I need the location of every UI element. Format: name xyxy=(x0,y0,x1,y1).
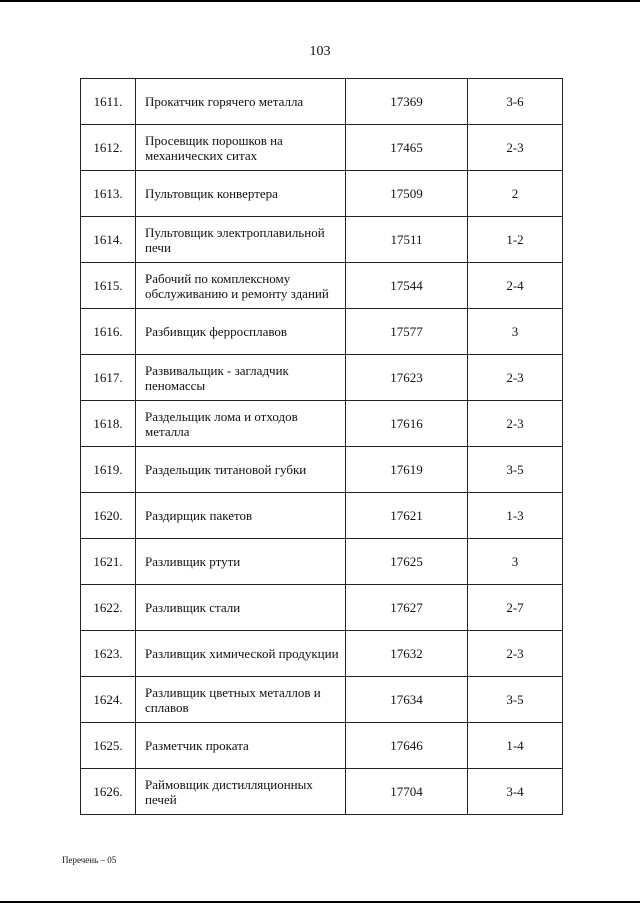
grade-range: 2-3 xyxy=(468,631,563,677)
profession-name: Раздельщик лома и отходов металла xyxy=(136,401,346,447)
profession-name: Разбивщик ферросплавов xyxy=(136,309,346,355)
table-row xyxy=(81,263,563,309)
table-row xyxy=(81,79,563,125)
table-row xyxy=(81,217,563,263)
profession-code: 17646 xyxy=(346,723,468,769)
row-number: 1617. xyxy=(81,355,136,401)
grade-range: 2-7 xyxy=(468,585,563,631)
profession-name: Развивальщик - загладчик пеномассы xyxy=(136,355,346,401)
professions-table xyxy=(80,78,563,815)
grade-range: 1-3 xyxy=(468,493,563,539)
grade-range: 2-3 xyxy=(468,355,563,401)
table-row xyxy=(81,355,563,401)
row-number: 1612. xyxy=(81,125,136,171)
grade-range: 2 xyxy=(468,171,563,217)
profession-code: 17511 xyxy=(346,217,468,263)
grade-range: 3 xyxy=(468,539,563,585)
profession-code: 17619 xyxy=(346,447,468,493)
profession-code: 17634 xyxy=(346,677,468,723)
row-number: 1625. xyxy=(81,723,136,769)
row-number: 1626. xyxy=(81,769,136,815)
row-number: 1614. xyxy=(81,217,136,263)
table-row xyxy=(81,125,563,171)
profession-code: 17625 xyxy=(346,539,468,585)
grade-range: 1-4 xyxy=(468,723,563,769)
table-row xyxy=(81,309,563,355)
profession-code: 17509 xyxy=(346,171,468,217)
table-row xyxy=(81,493,563,539)
profession-name: Рабочий по комплексному обслуживанию и ремонту зданий xyxy=(136,263,346,309)
row-number: 1618. xyxy=(81,401,136,447)
row-number: 1619. xyxy=(81,447,136,493)
table-row xyxy=(81,585,563,631)
table-row xyxy=(81,631,563,677)
row-number: 1623. xyxy=(81,631,136,677)
row-number: 1622. xyxy=(81,585,136,631)
grade-range: 1-2 xyxy=(468,217,563,263)
row-number: 1615. xyxy=(81,263,136,309)
bottom-scan-border xyxy=(0,901,640,903)
profession-code: 17623 xyxy=(346,355,468,401)
row-number: 1624. xyxy=(81,677,136,723)
footer-label: Перечень – 05 xyxy=(62,855,117,865)
profession-code: 17621 xyxy=(346,493,468,539)
row-number: 1611. xyxy=(81,79,136,125)
profession-name: Пультовщик конвертера xyxy=(136,171,346,217)
table-row xyxy=(81,677,563,723)
top-scan-border xyxy=(0,0,640,2)
profession-name: Разливщик стали xyxy=(136,585,346,631)
table-row xyxy=(81,539,563,585)
grade-range: 2-4 xyxy=(468,263,563,309)
row-number: 1621. xyxy=(81,539,136,585)
profession-code: 17577 xyxy=(346,309,468,355)
profession-name: Разливщик ртути xyxy=(136,539,346,585)
grade-range: 3-5 xyxy=(468,447,563,493)
table-body xyxy=(81,79,563,815)
profession-name: Просевщик порошков на механических ситах xyxy=(136,125,346,171)
grade-range: 3-5 xyxy=(468,677,563,723)
profession-code: 17632 xyxy=(346,631,468,677)
profession-name: Раздирщик пакетов xyxy=(136,493,346,539)
grade-range: 3-6 xyxy=(468,79,563,125)
profession-code: 17704 xyxy=(346,769,468,815)
profession-name: Разметчик проката xyxy=(136,723,346,769)
grade-range: 3-4 xyxy=(468,769,563,815)
profession-name: Раймовщик дистилляционных печей xyxy=(136,769,346,815)
profession-code: 17627 xyxy=(346,585,468,631)
grade-range: 2-3 xyxy=(468,401,563,447)
table-row xyxy=(81,447,563,493)
profession-name: Разливщик химической продукции xyxy=(136,631,346,677)
table-row xyxy=(81,769,563,815)
profession-name: Разливщик цветных металлов и сплавов xyxy=(136,677,346,723)
table-row xyxy=(81,723,563,769)
row-number: 1616. xyxy=(81,309,136,355)
row-number: 1613. xyxy=(81,171,136,217)
profession-name: Прокатчик горячего металла xyxy=(136,79,346,125)
grade-range: 2-3 xyxy=(468,125,563,171)
profession-name: Пультовщик электроплавильной печи xyxy=(136,217,346,263)
grade-range: 3 xyxy=(468,309,563,355)
profession-code: 17544 xyxy=(346,263,468,309)
page-number: 103 xyxy=(309,44,331,59)
profession-name: Раздельщик титановой губки xyxy=(136,447,346,493)
profession-code: 17369 xyxy=(346,79,468,125)
row-number: 1620. xyxy=(81,493,136,539)
profession-code: 17616 xyxy=(346,401,468,447)
table-row xyxy=(81,171,563,217)
table-row xyxy=(81,401,563,447)
profession-code: 17465 xyxy=(346,125,468,171)
